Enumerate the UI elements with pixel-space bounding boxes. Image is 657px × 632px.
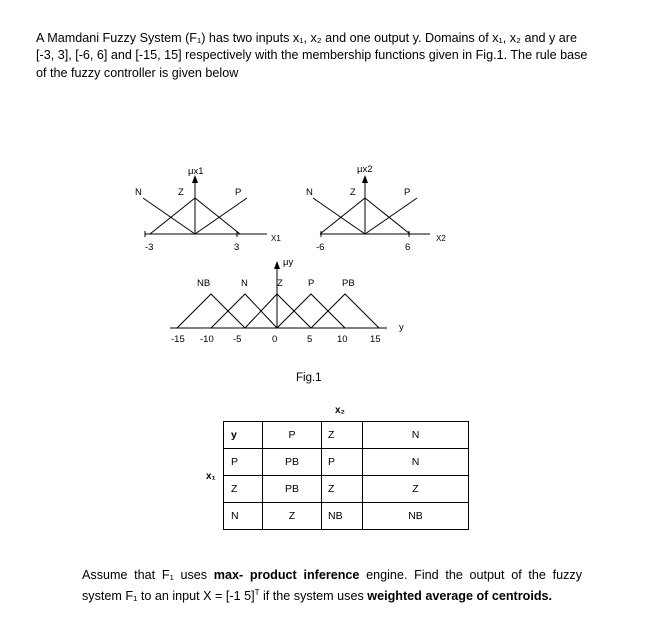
table-row xyxy=(224,449,469,476)
table-cell: N xyxy=(363,449,469,476)
y-set-z: Z xyxy=(277,278,283,289)
y-set-pb: PB xyxy=(342,278,355,289)
y-mf-pb xyxy=(311,294,379,328)
y-set-n: N xyxy=(241,278,248,289)
figure-caption: Fig.1 xyxy=(296,372,322,384)
table-cell: P xyxy=(322,449,363,476)
y-tick-m15: -15 xyxy=(171,334,185,345)
x2-set-z: Z xyxy=(350,187,356,198)
transpose-mark: T xyxy=(254,588,260,597)
y-tick-15: 15 xyxy=(370,334,381,345)
table-cell: Z xyxy=(322,476,363,503)
table-cell: NB xyxy=(363,503,469,530)
y-mf-nb xyxy=(177,294,245,328)
y-mf-z xyxy=(245,294,311,328)
y-set-p: P xyxy=(308,278,315,289)
x2-mf-n xyxy=(313,198,365,234)
table-row xyxy=(224,476,469,503)
y-tick-m5: -5 xyxy=(233,334,242,345)
col-header: P xyxy=(263,422,322,449)
table-row xyxy=(224,422,469,449)
x1-mf-n xyxy=(143,198,195,234)
x1-mu-label: μx1 xyxy=(188,166,204,177)
y-mf-n xyxy=(211,294,277,328)
question-text xyxy=(82,566,582,605)
membership-figure xyxy=(125,158,495,368)
x1-set-n: N xyxy=(135,187,142,198)
x2-tick-min: -6 xyxy=(316,242,325,253)
y-tick-5: 5 xyxy=(307,334,313,345)
problem-statement: A Mamdani Fuzzy System (F₁) has two inputs x₁, x₂ and one output y. Domains of x₁, x₂ and y are [-3, 3], [-6, 6] and [-15, 15] respectively with the membership functions given in Fig.1. The rule base of the fuzzy controller is given below xyxy=(36,31,588,80)
table-cell: Z xyxy=(363,476,469,503)
question-part2: engine. Find the output of the fuzzy system F₁ to an input X = [-1 5] xyxy=(82,568,582,604)
question-part1: Assume that F₁ uses xyxy=(82,568,214,582)
table-cell: NB xyxy=(322,503,363,530)
rule-table-x1-header: x₁ xyxy=(206,471,216,482)
col-header: N xyxy=(363,422,469,449)
x1-tick-max: 3 xyxy=(234,242,240,253)
y-tick-10: 10 xyxy=(337,334,348,345)
x2-mu-label: μx2 xyxy=(357,164,373,175)
y-set-nb: NB xyxy=(197,278,211,289)
row-header: Z xyxy=(224,476,263,503)
x2-tick-max: 6 xyxy=(405,242,411,253)
x1-mf-p xyxy=(195,198,247,234)
y-axis-label: y xyxy=(399,322,404,333)
table-cell: PB xyxy=(263,449,322,476)
x2-set-p: P xyxy=(404,187,411,198)
question-bold1: max- product inference xyxy=(213,568,360,582)
y-mu-label: μy xyxy=(283,257,294,268)
y-tick-0: 0 xyxy=(272,334,278,345)
y-mf-p xyxy=(277,294,345,328)
col-header: Z xyxy=(322,422,363,449)
table-corner: y xyxy=(224,422,263,449)
rule-table-x2-header: x₂ xyxy=(335,405,346,416)
row-header: N xyxy=(224,503,263,530)
x2-mf-p xyxy=(365,198,417,234)
rule-table xyxy=(223,421,469,530)
y-tick-m10: -10 xyxy=(200,334,214,345)
x1-axis-label: X1 xyxy=(271,234,281,243)
question-part3: if the system uses xyxy=(259,589,368,604)
x1-tick-min: -3 xyxy=(145,242,154,253)
question-bold2: weighted average of centroids. xyxy=(367,589,553,604)
x2-axis-label: X2 xyxy=(436,234,446,243)
table-cell: Z xyxy=(263,503,322,530)
x2-set-n: N xyxy=(306,187,313,198)
x1-set-z: Z xyxy=(178,187,184,198)
row-header: P xyxy=(224,449,263,476)
table-row xyxy=(224,503,469,530)
x1-set-p: P xyxy=(235,187,242,198)
table-cell: PB xyxy=(263,476,322,503)
